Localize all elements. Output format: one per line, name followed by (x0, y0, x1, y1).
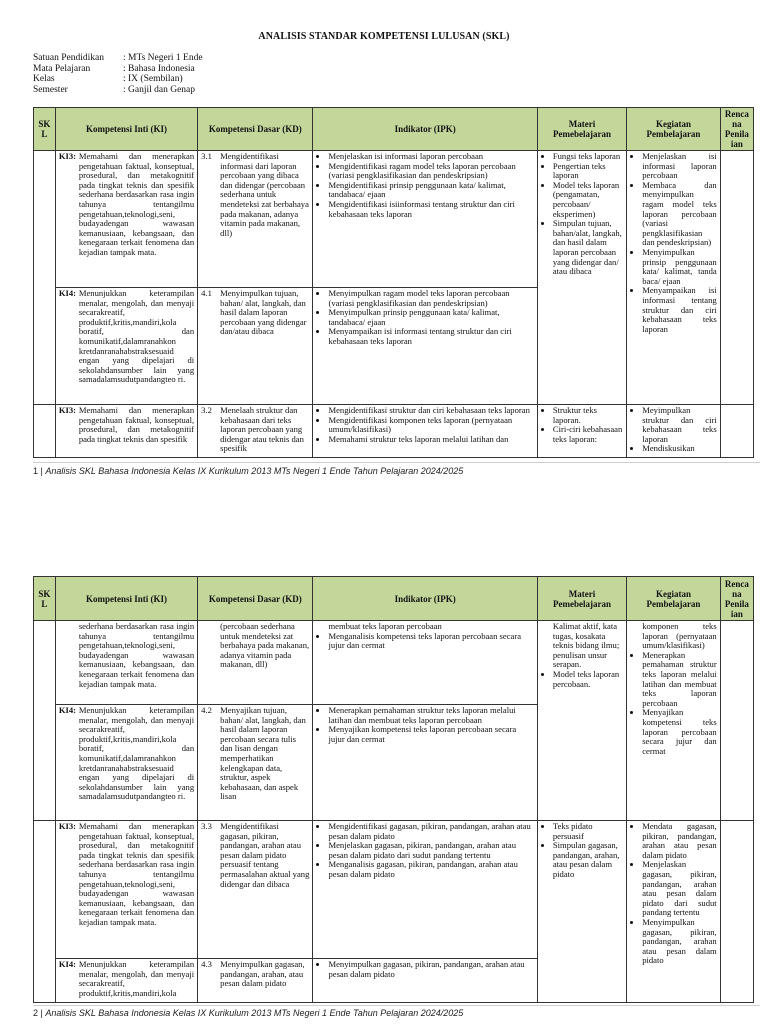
ki-text: Menunjukkan keterampilan menalar, mengolah, dan menyaji secarakreatif, produktif,kritis,mandiri,kola boratif, dan komunikatif,dalamranahkon kretdanranahabstraksesuaid engan yang dipelajari di sekolahdansumber lain yang samadalamsudutpandangteo ri. (78, 705, 195, 802)
footer-separator: | (38, 1008, 46, 1018)
materi-item: • Ciri-ciri kebahasaan teks laporan: (553, 425, 623, 444)
header-kd: Kompetensi Dasar (KD) (198, 577, 313, 621)
kegiatan-item: • Mendiskusikan (642, 444, 717, 454)
table-row (34, 821, 754, 959)
ki-code: KI4: (58, 705, 76, 715)
ki-text: Memahami dan menerapkan pengetahuan faktual, konseptual, prosedural, dan metakognitif pada tingkat teknis dan spesifik sederhana berdasarkan rasa ingin tahunya tentangilmu pengetahuan,teknologi,seni, budayadengan wawasan kemanusiaan, kebangsaan, dan kenegaraan terkait fenomena dan kejadian tampak mata. (78, 151, 195, 257)
kegiatan-item: • Menerapkan pemahaman struktur teks laporan melalui latihan dan membuat teks laporan percobaan (642, 651, 717, 709)
materi-cell (537, 621, 626, 821)
kegiatan-item: • Membaca dan menyimpulkan ragam model teks laporan percobaan (variasi pengklasifikasian dan pendeskripsian) (642, 181, 717, 248)
ki-cell (55, 821, 197, 959)
kegiatan-cell (627, 821, 721, 1003)
materi-item: • Model teks laporan percobaan. (553, 670, 623, 689)
header-skl: SK L (34, 108, 56, 151)
indikator-item: • Mengidentifikasi struktur dan ciri kebahasaan teks laporan (328, 406, 533, 416)
skl-table-page-2 (33, 576, 754, 1003)
footer-page-number: 2 (33, 1008, 39, 1018)
indikator-item: • Memahami struktur teks laporan melalui latihan dan (328, 435, 533, 445)
indikator-item: • Menganalisis gagasan, pikiran, pandangan, arahan atau pesan dalam pidato (328, 860, 533, 879)
info-row-satuan (33, 53, 203, 64)
ki-code: KI3: (58, 405, 76, 415)
indikator-item: • Menyajikan kompetensi teks laporan percobaan secara jujur dan cermat (328, 725, 533, 744)
ki-code: KI4: (58, 288, 76, 298)
ki-cell (55, 405, 197, 458)
indikator-cell (313, 405, 537, 458)
kd-number (201, 622, 220, 670)
ki-text: Menunjukkan keterampilan menalar, mengolah, dan menyaji secarakreatif, produktif,kritis,mandiri,kola (78, 959, 195, 998)
indikator-item: • Menjelaskan isi informasi laporan percobaan (328, 152, 533, 162)
kd-cell (198, 705, 313, 821)
kegiatan-cell (627, 405, 721, 458)
table-row (34, 405, 754, 458)
kegiatan-item: • Meyimpulkan struktur dan ciri kebahasaan teks laporan (642, 406, 717, 444)
kegiatan-item: • Menjelaskan isi informasi laporan percobaan (642, 152, 717, 181)
kd-text: (percobaan sederhana untuk mendeteksi zat berbahaya pada makanan, adanya vitamin pada makanan, dll) (220, 621, 310, 670)
footer-divider (33, 462, 760, 463)
footer-page-number: 1 (33, 466, 39, 476)
page-footer (33, 1008, 463, 1018)
kegiatan-cell (627, 151, 721, 405)
rencana-cell (720, 821, 753, 1003)
indikator-item: • Menjelaskan gagasan, pikiran, pandangan, arahan atau pesan dalam pidato dari sudut pandang tertentu (328, 841, 533, 860)
kegiatan-item: • Menyampaikan isi informasi tentang struktur dan ciri kebahasaan teks laporan (642, 286, 717, 334)
indikator-item: • Menyimpulkan prinsip penggunaan kata/ kalimat, tandabaca/ ejaan (328, 308, 533, 327)
table-header-row (34, 108, 754, 151)
rencana-cell (720, 151, 753, 405)
ki-text: Memahami dan menerapkan pengetahuan faktual, konseptual, prosedural, dan metakognitif pada tingkat teknis dan spesifik sederhana berdasarkan rasa ingin tahunya tentangilmu pengetahuan,teknologi,seni, budayadengan wawasan kemanusiaan, kebangsaan, dan kenegaraan terkait fenomena dan kejadian tampak mata. (78, 821, 195, 927)
kegiatan-item: • Menyajikan kompetensi teks laporan percobaan secara jujur dan cermat (642, 708, 717, 756)
indikator-continued: membuat teks laporan percobaan (328, 621, 442, 631)
kd-number: 3.2 (201, 405, 212, 415)
footer-text: Analisis SKL Bahasa Indonesia Kelas IX Kurikulum 2013 MTs Negeri 1 Ende Tahun Pelajaran 2024/2025 (45, 466, 464, 476)
document-page-2 (0, 535, 768, 1024)
kd-number: 3.3 (201, 821, 212, 831)
rencana-cell (720, 405, 753, 458)
info-label: Kelas (33, 74, 55, 84)
kd-text: Menyimpulkan gagasan, pandangan, arahan, atau pesan dalam pidato (220, 959, 305, 989)
skl-cell (34, 621, 56, 821)
indikator-cell (313, 288, 537, 405)
materi-item: • Simpulan gagasan, pandangan, arahan, atau pesan dalam pidato (553, 841, 623, 879)
indikator-cell (313, 151, 537, 288)
indikator-cell (313, 959, 537, 1003)
footer-divider (33, 1005, 760, 1006)
info-row-mapel (33, 64, 203, 75)
ki-cell (55, 621, 197, 705)
header-indikator: Indikator (IPK) (313, 108, 537, 151)
kd-number: 4.1 (201, 288, 212, 298)
indikator-cell (313, 821, 537, 959)
info-row-kelas (33, 74, 203, 85)
header-kegiatan: Kegiatan Pembelajaran (627, 577, 721, 621)
footer-text: Analisis SKL Bahasa Indonesia Kelas IX Kurikulum 2013 MTs Negeri 1 Ende Tahun Pelajaran 2024/2025 (45, 1008, 464, 1018)
indikator-item: • Mengidentifikasi isiinformasi tentang struktur dan ciri kebahasaan teks laporan (328, 200, 533, 219)
skl-table-page-1 (33, 107, 754, 458)
materi-item: • Model teks laporan (pengamatan, percobaan/ eksperimen) (553, 181, 623, 219)
kegiatan-continued: komponen teks laporan (pernyataan umum/klasifikasi) (642, 621, 717, 651)
ki-cell (55, 288, 197, 405)
info-label: Mata Pelajaran (33, 63, 91, 74)
indikator-item: • Menerapkan pemahaman struktur teks laporan melalui latihan dan membuat teks laporan percobaan (328, 706, 533, 725)
table-row (34, 621, 754, 705)
page-gap (0, 490, 768, 535)
materi-item: • Pengertian teks laporan (553, 162, 623, 181)
indikator-item: • Menyimpulkan ragam model teks laporan percobaan (variasi pengklasifikasian dan pendeskripsian) (328, 289, 533, 308)
document-page-1 (0, 0, 768, 490)
indikator-item: • Mengidentifikasi ragam model teks laporan percobaan (variasi pengklasifikasian dan pendeskripsian) (328, 162, 533, 181)
info-value: : Ganjil dan Genap (123, 84, 196, 95)
header-kegiatan: Kegiatan Pembelajaran (627, 108, 721, 151)
indikator-item: • Menganalisis kompetensi teks laporan percobaan secara jujur dan cermat (328, 632, 533, 651)
ki-cell (55, 959, 197, 1003)
kd-cell (198, 959, 313, 1003)
kegiatan-item: • Mendata gagasan, pikiran, pandangan, arahan atau pesan dalam pidato (642, 822, 717, 860)
ki-code: KI3: (58, 821, 76, 831)
info-value: : MTs Negeri 1 Ende (123, 53, 203, 63)
materi-cell (537, 821, 626, 1003)
table-header-row (34, 577, 754, 621)
table-row (34, 151, 754, 288)
footer-separator: | (38, 466, 46, 476)
ki-cell (55, 151, 197, 288)
skl-cell (34, 821, 56, 1003)
header-kd: Kompetensi Dasar (KD) (198, 108, 313, 151)
indikator-item: • Mengidentifikasi gagasan, pikiran, pandangan, arahan atau pesan dalam pidato (328, 822, 533, 841)
ki-code: KI3: (58, 151, 76, 161)
header-materi: Materi Pemebelajaran (537, 108, 626, 151)
kd-cell (198, 151, 313, 288)
kegiatan-cell (627, 621, 721, 821)
header-rencana: Renca na Penila ian (720, 108, 753, 151)
page-footer (33, 466, 463, 476)
indikator-item: • Menyampaikan isi informasi tentang struktur dan ciri kebahasaan teks laporan (328, 327, 533, 346)
materi-item: • Simpulan tujuan, bahan/alat, langkah, dan hasil dalam laporan percobaan yang didengar dan/ atau dibaca (553, 219, 623, 277)
materi-cell (537, 151, 626, 405)
indikator-item: • Mengidentifikasi komponen teks laporan (pernyataan umum/klasifikasi) (328, 416, 533, 435)
kegiatan-item: • Menyimpulkan gagasan, pikiran, pandangan, arahan atau pesan dalam pidato (642, 918, 717, 966)
rencana-cell (720, 621, 753, 821)
document-title: ANALISIS STANDAR KOMPETENSI LULUSAN (SKL) (258, 31, 510, 42)
indikator-cell (313, 705, 537, 821)
ki-cell (55, 705, 197, 821)
kd-number: 3.1 (201, 151, 212, 161)
kd-text: Menelaah struktur dan kebahasaan dari teks laporan percobaan yang didengar atau teknis dan spesifik (220, 405, 304, 454)
header-materi: Materi Pemebelajaran (537, 577, 626, 621)
indikator-item: • Mengidentifikasi prinsip penggunaan kata/ kalimat, tandabaca/ ejaan (328, 181, 533, 200)
indikator-cell (313, 621, 537, 705)
info-label: Semester (33, 84, 68, 95)
header-rencana: Renca na Penila ian (720, 577, 753, 621)
materi-item: • Fungsi teks laporan (553, 152, 623, 162)
header-ki: Kompetensi Inti (KI) (55, 108, 197, 151)
indikator-item: • Menyimpulkan gagasan, pikiran, pandangan, arahan atau pesan dalam pidato (328, 960, 533, 979)
ki-code: KI4: (58, 959, 76, 969)
kd-cell (198, 621, 313, 705)
ki-text: Menunjukkan keterampilan menalar, mengolah, dan menyaji secarakreatif, produktif,kritis,mandiri,kola boratif, dan komunikatif,dalamranahkon kretdanranahabstraksesuaid engan yang dipelajari di sekolahdansumber lain yang samadalamsudutpandangteo ri. (78, 288, 195, 385)
kd-text: Mengidentifikasi gagasan, pikiran, pandangan, arahan atau pesan dalam pidato persuasif tentang permasalahan aktual yang didengar dan dibaca (220, 821, 310, 889)
ki-text: Memahami dan menerapkan pengetahuan faktual, konseptual, prosedural, dan metakognitif pada tingkat teknis dan spesifik (78, 405, 195, 444)
skl-cell (34, 151, 56, 405)
header-skl: SK L (34, 577, 56, 621)
info-value: : IX (Sembilan) (123, 74, 183, 84)
kd-cell (198, 288, 313, 405)
kd-cell (198, 821, 313, 959)
kd-cell (198, 405, 313, 458)
kd-text: Menyajikan tujuan, bahan/ alat, langkah, dan hasil dalam laporan percobaan secara tulis dan lisan dengan memperhatikan kelengkapan data, struktur, aspek kebahasaan, dan aspek lisan (220, 705, 306, 802)
kd-number: 4.3 (201, 959, 212, 969)
kegiatan-item: • Menjelaskan gagasan, pikiran, pandangan, arahan atau pesan dalam pidato dari sudut pandang tertentu (642, 860, 717, 918)
skl-cell (34, 405, 56, 458)
kegiatan-item: • Menyimpulkan prinsip penggunaan kata/ kalimat, tanda baca/ ejaan (642, 248, 717, 286)
header-ki: Kompetensi Inti (KI) (55, 577, 197, 621)
materi-item: • Teks pidato persuasif (553, 822, 623, 841)
header-indikator: Indikator (IPK) (313, 577, 537, 621)
info-value: : Bahasa Indonesia (123, 63, 195, 74)
ki-text: sederhana berdasarkan rasa ingin tahunya tentangilmu pengetahuan,teknologi,seni, budayadengan wawasan kemanusiaan, kebangsaan, dan kenegaraan terkait fenomena dan kejadian tampak mata. (78, 621, 195, 689)
materi-cell (537, 405, 626, 458)
info-label: Satuan Pendidikan (33, 53, 104, 63)
info-row-semester (33, 85, 203, 96)
kd-number: 4.2 (201, 705, 212, 715)
kd-text: Mengidentifikasi informasi dari laporan percobaan yang dibaca dan didengar (percobaan sederhana untuk mendeteksi zat berbahaya pada makanan, adanya vitamin pada makanan, dll) (220, 151, 309, 238)
document-info (33, 53, 203, 95)
materi-continued: Kalimat aktif, kata tugas, kosakata teknis bidang ilmu; penulisan unsur serapan. (552, 621, 620, 670)
kd-text: Menyimpulkan tujuan, bahan/ alat, langkah, dan hasil dalam laporan percobaan yang didengar dan/atau dibaca (220, 288, 307, 337)
materi-item: • Struktur teks laporan. (553, 406, 623, 425)
